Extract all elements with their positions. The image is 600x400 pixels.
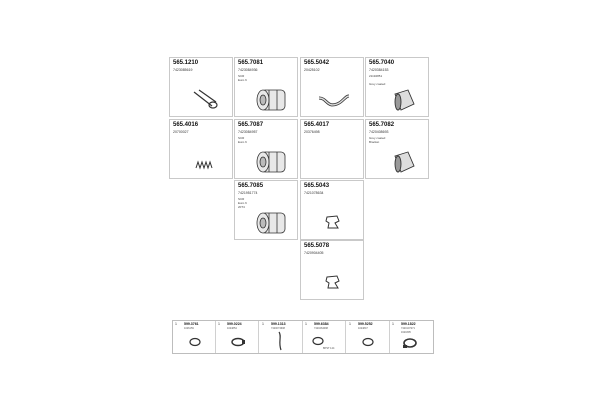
accessory-oe: 1024854 <box>227 327 237 330</box>
part-code: 565.5043 <box>304 183 330 189</box>
oe-number: 7423084936 <box>238 68 258 72</box>
accessory-code: 599.6384 <box>314 322 329 326</box>
extra-reference: BPST 124 <box>323 347 335 350</box>
oe-number: 7420384153 <box>369 68 389 72</box>
part-card[interactable] <box>169 119 233 179</box>
part-card[interactable] <box>365 57 429 117</box>
clamp-part-image <box>190 88 220 112</box>
note: SCR <box>238 136 245 140</box>
note: SCR <box>238 74 245 78</box>
part-code: 565.7087 <box>238 122 264 128</box>
accessory-code: 599.1313 <box>271 322 286 326</box>
clamp-ring-icon <box>361 337 375 347</box>
quantity: 1 <box>218 322 220 326</box>
part-code: 565.7085 <box>238 183 264 189</box>
oe-number: 20700027 <box>173 130 189 134</box>
oe-number: 20425102 <box>304 68 320 72</box>
note: Euro 6 <box>238 78 247 82</box>
accessory-code: 599.3761 <box>184 322 199 326</box>
silencer-part-image <box>255 148 291 176</box>
accessory-item[interactable] <box>303 321 346 353</box>
accessory-oe: 1024847 <box>358 327 368 330</box>
note: 20T4 <box>238 205 245 209</box>
quantity: 1 <box>262 322 264 326</box>
hanger-rod-icon <box>276 330 286 352</box>
oe-number: 20376498 <box>304 130 320 134</box>
spring-part-image <box>194 158 214 172</box>
accessory-item[interactable] <box>260 321 303 353</box>
accessory-item[interactable] <box>216 321 259 353</box>
part-card[interactable] <box>300 57 364 117</box>
accessory-oe: 1026159 <box>184 327 194 330</box>
accessory-code: 599.1822 <box>401 322 416 326</box>
part-code: 565.5042 <box>304 60 330 66</box>
accessory-item[interactable] <box>390 321 433 353</box>
quantity: 1 <box>175 322 177 326</box>
quantity: 1 <box>305 322 307 326</box>
part-code: 565.5078 <box>304 243 330 249</box>
part-card[interactable] <box>169 57 233 117</box>
part-card[interactable] <box>365 119 429 179</box>
accessory-oe: 7420074608 <box>271 327 285 330</box>
accessories-strip <box>172 320 434 354</box>
note: Bracket <box>369 140 380 144</box>
part-code: 565.4016 <box>173 122 199 128</box>
oe-number: 7421951774 <box>238 191 258 195</box>
part-code: 565.7040 <box>369 60 395 66</box>
note: Euro 6 <box>238 201 247 205</box>
clamp-ring-icon <box>188 337 202 347</box>
oe-number: 7421078634 <box>304 191 324 195</box>
accessory-item[interactable] <box>347 321 390 353</box>
clamp-ring-icon <box>311 336 325 346</box>
part-card[interactable] <box>234 119 298 179</box>
note: Grey coated <box>369 82 386 86</box>
gasket-part-image <box>323 213 343 231</box>
note: Euro 6 <box>238 140 247 144</box>
part-code: 565.1210 <box>173 60 199 66</box>
accessory-code: 599.5252 <box>358 322 373 326</box>
accessory-item[interactable] <box>173 321 216 353</box>
note: 21192851 <box>369 74 383 78</box>
part-code: 565.7082 <box>369 122 395 128</box>
note: Grey coated <box>369 136 386 140</box>
part-card[interactable] <box>300 240 364 300</box>
gasket-part-image <box>323 273 343 291</box>
oe-number: 7420904405 <box>304 251 324 255</box>
oe-number: 7420408693 <box>369 130 389 134</box>
part-card[interactable] <box>300 180 364 240</box>
quantity: 1 <box>392 322 394 326</box>
oe-number: 7423085619 <box>173 68 193 72</box>
accessory-oe: 1620395 <box>401 331 411 334</box>
note: SCR <box>238 197 245 201</box>
tail-pipe-part-image <box>392 150 418 174</box>
pipe-part-image <box>317 90 351 112</box>
accessory-oe: 7420464098 <box>314 327 328 330</box>
tail-pipe-part-image <box>392 88 418 112</box>
part-code: 565.7081 <box>238 60 264 66</box>
silencer-part-image <box>255 86 291 114</box>
part-card[interactable] <box>300 119 364 179</box>
oe-number: 7423084957 <box>238 130 258 134</box>
accessory-code: 599.0224 <box>227 322 242 326</box>
part-card[interactable] <box>234 57 298 117</box>
silencer-part-image <box>255 209 291 237</box>
part-card[interactable] <box>234 180 298 240</box>
clamp-ring-icon <box>230 337 246 347</box>
accessory-oe: 7420107271 <box>401 327 415 330</box>
clamp-ring-icon <box>402 337 418 349</box>
part-code: 565.4017 <box>304 122 330 128</box>
quantity: 1 <box>349 322 351 326</box>
